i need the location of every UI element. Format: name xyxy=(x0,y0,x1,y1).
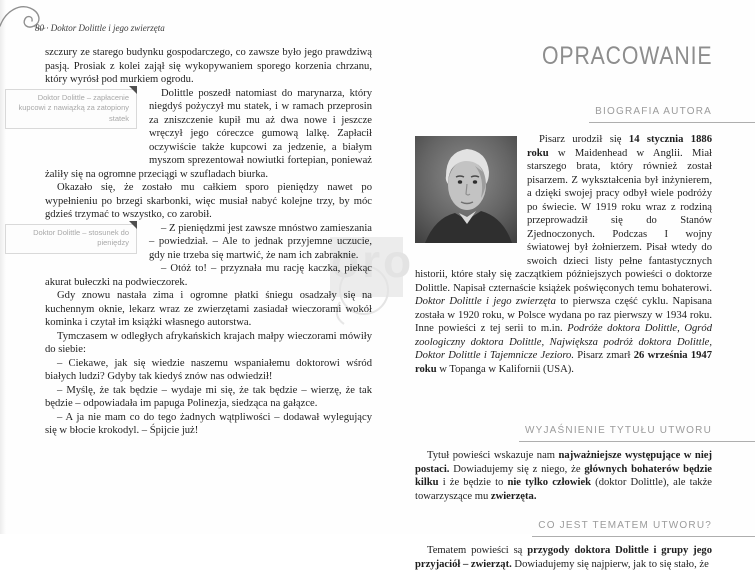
section-heading-label: WYJAŚNIENIE TYTUŁU UTWORU xyxy=(519,425,755,442)
paragraph-with-note xyxy=(18,87,372,182)
margin-note-text: Doktor Dolittle – stosunek do pieniędzy xyxy=(33,227,129,247)
note-marker-icon xyxy=(129,86,137,94)
paragraph-with-note xyxy=(33,222,372,290)
section-heading-tytul xyxy=(415,420,755,442)
body-paragraph: szczury ze starego budynku gospodarczego, co zawsze było jego prawdziwą pasją. Prosiak z kolei zajął się wykopywaniem sporego korzenia chrzanu, który wyrósł pod murkiem ogrodu. xyxy=(45,47,372,85)
right-page xyxy=(378,0,755,570)
body-paragraph: – A ja nie mam co do tego żadnych wątpliwości – dodawał wylegujący się w błocie krokodyl. – Śpijcie już! xyxy=(45,411,372,436)
body-paragraph: – Ciekawe, jak się wiedzie naszemu wspaniałemu doktorowi wśród białych ludzi? Gdyby tak kiedyś znów nas odwiedził! xyxy=(45,357,372,382)
left-body-text xyxy=(18,46,372,438)
running-head: 80 · Doktor Dolittle i jego zwierzęta xyxy=(35,23,165,33)
section-heading-biografia xyxy=(415,101,755,123)
margin-note-text: Doktor Dolittle – zapłacenie kupcowi z nawiązką za zatopiony statek xyxy=(18,92,129,123)
section-heading-label: BIOGRAFIA AUTORA xyxy=(589,106,755,123)
body-paragraph: Tymczasem w odległych afrykańskich krajach małpy wieczorami mówiły do siebie: xyxy=(45,330,372,355)
left-page xyxy=(0,0,377,534)
biography-block xyxy=(415,133,755,376)
body-paragraph: – Z pieniędzmi jest zawsze mnóstwo zamieszania – powiedział. – Ale to jednak przyjemne uczucie, gdy nie trzeba się martwić, że nam ich zabraknie. xyxy=(149,222,372,261)
right-column xyxy=(415,0,755,571)
note-marker-icon xyxy=(129,221,137,229)
biography-paragraph: Pisarz urodził się 14 stycznia 1886 roku w Maidenhead w Anglii. Miał starszego brata, który również został pisarzem. Z wykształcenia był inżynierem, a dzięki swojej pracy odbył wiele podróży po świecie. W 1919 roku wraz z rodziną przeprowadził się do Stanów Zjednoczonych. Podczas I wojny światowej był żołnierzem. Pisał wtedy do swoich dzieci listy pełne fantastycznych historii, które stały się zaczątkiem późniejszych powieści o doktorze Dolittle. Napisał czternaście książek poświęconych temu bohaterowi. Doktor Dolittle i jego zwierzęta to pierwsza część cyklu. Napisana została w 1920 roku, w Polsce wydana po raz pierwszy w 1934 roku. Inne powieści z tej serii to m.in. Podróże doktora Dolittle, Ogród zoologiczny doktora Dolittle, Największa podróż doktora Dolittle, Doktor Dolittle i Tajemnicze Jezioro. Pisarz zmarł 26 września 1947 roku w Topanga w Kalifornii (USA). xyxy=(415,134,713,375)
body-paragraph: – Otóż to! – przyznała mu rację kaczka, piekąc akurat bułeczki na podwieczorek. xyxy=(45,263,372,288)
author-photo xyxy=(415,136,517,243)
theme-paragraph: Tematem powieści są przygody doktora Dolittle i grupy jego przyjaciół – zwierząt. Dowiadujemy się najpierw, jak to się stało, że xyxy=(415,545,712,570)
page-title: OPRACOWANIE xyxy=(541,42,712,70)
body-paragraph: Dolittle poszedł natomiast do marynarza, który niegdyś pożyczył mu statek, i w ramach przeprosin za zniszczenie kupił mu aż dwa nowe i jeszcze wręczył jego córeczce gumową lalkę. Zapłacił oczywiście także kupcowi za jedzenie, a białym myszom sprezentował nowiutki fortepian, ponieważ żaliły się na ogromne przeciągi w szufladach biurka. xyxy=(45,87,372,180)
margin-note xyxy=(5,89,137,130)
title-row xyxy=(415,42,755,71)
section-heading-label: CO JEST TEMATEM UTWORU? xyxy=(532,520,755,537)
body-paragraph: Okazało się, że zostało mu całkiem sporo pieniędzy nawet po wypełnieniu po brzegi skarbonki, więc musiał nabyć kolejne trzy, by móc gdzieś trzymać to wszystko, co zarobił. xyxy=(45,182,372,220)
section-heading-temat xyxy=(415,515,755,537)
title-explanation-paragraph: Tytuł powieści wskazuje nam najważniejsze występujące w niej postaci. Dowiadujemy się z niego, że głównych bohaterów będzie kilku i że będzie to nie tylko człowiek (doktor Dolittle), ale także towarzyszące mu zwierzęta. xyxy=(415,450,713,502)
body-paragraph: – Myślę, że tak będzie – wydaje mi się, że tak będzie – wierzę, że tak będzie – odpowiadała im papuga Polinezja, siedząca na gałązce. xyxy=(45,384,372,409)
author-portrait-photo xyxy=(415,136,517,243)
watermark-text: oro xyxy=(331,235,415,287)
margin-note xyxy=(5,224,137,254)
body-paragraph: Gdy znowu nastała zima i ogromne płatki śniegu osadzały się na kuchennym oknie, lekarz wraz ze zwierzętami zasiadał wieczorami wokół kominka i czytał im książki własnego autorstwa. xyxy=(45,290,372,328)
